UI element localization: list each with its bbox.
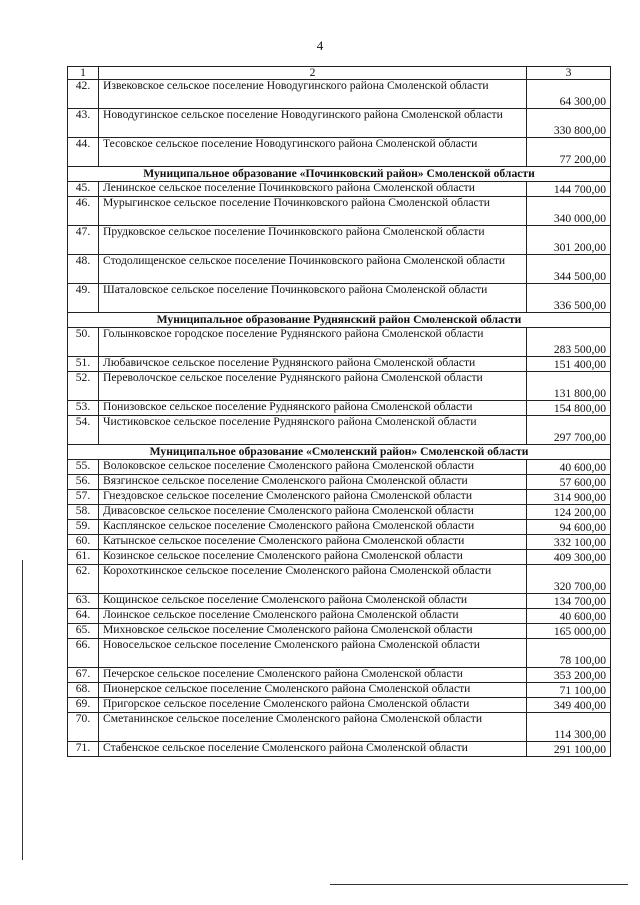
section-header-row: [68, 445, 611, 460]
amount: 409 300,00: [527, 550, 611, 565]
table-body: [68, 67, 611, 757]
table-row: [68, 742, 611, 757]
section-title: Муниципальное образование «Смоленский район» Смоленской области: [68, 445, 611, 460]
table-row: [68, 639, 611, 668]
settlement-name: Мурыгинское сельское поселение Починковского района Смоленской области: [99, 197, 527, 226]
settlement-name: Волоковское сельское поселение Смоленского района Смоленской области: [99, 460, 527, 475]
row-number: 52.: [68, 372, 99, 401]
row-number: 68.: [68, 683, 99, 698]
row-number: 60.: [68, 535, 99, 550]
table-row: [68, 372, 611, 401]
table-row: [68, 475, 611, 490]
amount: 78 100,00: [527, 639, 611, 668]
row-number: 65.: [68, 624, 99, 639]
amount: 349 400,00: [527, 698, 611, 713]
amount: 291 100,00: [527, 742, 611, 757]
row-number: 70.: [68, 713, 99, 742]
row-number: 44.: [68, 138, 99, 167]
row-number: 48.: [68, 255, 99, 284]
header-col-1: 1: [68, 67, 99, 80]
row-number: 57.: [68, 490, 99, 505]
amount: 283 500,00: [527, 328, 611, 357]
row-number: 66.: [68, 639, 99, 668]
table-row: [68, 594, 611, 609]
settlement-name: Новосельское сельское поселение Смоленского района Смоленской области: [99, 639, 527, 668]
amount: 40 600,00: [527, 460, 611, 475]
amount: 336 500,00: [527, 284, 611, 313]
table-row: [68, 565, 611, 594]
row-number: 64.: [68, 609, 99, 624]
table-row: [68, 535, 611, 550]
amount: 340 000,00: [527, 197, 611, 226]
table-row: [68, 609, 611, 624]
amount: 40 600,00: [527, 609, 611, 624]
amount: 165 000,00: [527, 624, 611, 639]
amount: 71 100,00: [527, 683, 611, 698]
header-col-2: 2: [99, 67, 527, 80]
amount: 94 600,00: [527, 520, 611, 535]
settlement-name: Пригорское сельское поселение Смоленского района Смоленской области: [99, 698, 527, 713]
settlement-name: Переволочское сельское поселение Руднянского района Смоленской области: [99, 372, 527, 401]
row-number: 54.: [68, 416, 99, 445]
table-row: [68, 668, 611, 683]
settlement-name: Михновское сельское поселение Смоленского района Смоленской области: [99, 624, 527, 639]
settlement-name: Стабенское сельское поселение Смоленского района Смоленской области: [99, 742, 527, 757]
section-title: Муниципальное образование Руднянский район Смоленской области: [68, 313, 611, 328]
settlement-name: Пионерское сельское поселение Смоленского района Смоленской области: [99, 683, 527, 698]
amount: 314 900,00: [527, 490, 611, 505]
row-number: 62.: [68, 565, 99, 594]
table-row: [68, 284, 611, 313]
table-header-row: [68, 67, 611, 80]
section-header-row: [68, 167, 611, 182]
amount: 57 600,00: [527, 475, 611, 490]
table-row: [68, 698, 611, 713]
row-number: 58.: [68, 505, 99, 520]
scan-margin-line: [22, 560, 23, 860]
table-row: [68, 138, 611, 167]
table-row: [68, 490, 611, 505]
settlement-name: Катынское сельское поселение Смоленского района Смоленской области: [99, 535, 527, 550]
settlement-name: Чистиковское сельское поселение Руднянского района Смоленской области: [99, 416, 527, 445]
settlement-name: Шаталовское сельское поселение Починковского района Смоленской области: [99, 284, 527, 313]
table-row: [68, 550, 611, 565]
scan-bottom-line: [330, 884, 628, 885]
settlement-name: Корохоткинское сельское поселение Смоленского района Смоленской области: [99, 565, 527, 594]
row-number: 47.: [68, 226, 99, 255]
row-number: 49.: [68, 284, 99, 313]
row-number: 61.: [68, 550, 99, 565]
row-number: 43.: [68, 109, 99, 138]
table-row: [68, 416, 611, 445]
settlement-name: Извековское сельское поселение Новодугинского района Смоленской области: [99, 80, 527, 109]
table-row: [68, 255, 611, 284]
amount: 64 300,00: [527, 80, 611, 109]
settlement-name: Гнездовское сельское поселение Смоленского района Смоленской области: [99, 490, 527, 505]
row-number: 67.: [68, 668, 99, 683]
table-row: [68, 713, 611, 742]
row-number: 46.: [68, 197, 99, 226]
table-row: [68, 182, 611, 197]
settlement-name: Дивасовское сельское поселение Смоленского района Смоленской области: [99, 505, 527, 520]
section-title: Муниципальное образование «Починковский район» Смоленской области: [68, 167, 611, 182]
settlement-name: Новодугинское сельское поселение Новодугинского района Смоленской области: [99, 109, 527, 138]
amount: 131 800,00: [527, 372, 611, 401]
table-row: [68, 80, 611, 109]
table-row: [68, 624, 611, 639]
page-number: 4: [316, 38, 324, 53]
row-number: 69.: [68, 698, 99, 713]
row-number: 56.: [68, 475, 99, 490]
row-number: 50.: [68, 328, 99, 357]
amount: 114 300,00: [527, 713, 611, 742]
amount: 344 500,00: [527, 255, 611, 284]
row-number: 45.: [68, 182, 99, 197]
table-row: [68, 226, 611, 255]
amount: 124 200,00: [527, 505, 611, 520]
row-number: 63.: [68, 594, 99, 609]
row-number: 51.: [68, 357, 99, 372]
header-col-3: 3: [527, 67, 611, 80]
amount: 151 400,00: [527, 357, 611, 372]
table-row: [68, 109, 611, 138]
settlement-name: Голынковское городское поселение Руднянского района Смоленской области: [99, 328, 527, 357]
row-number: 53.: [68, 401, 99, 416]
table-row: [68, 357, 611, 372]
allocation-table: [67, 66, 611, 757]
row-number: 42.: [68, 80, 99, 109]
table-row: [68, 683, 611, 698]
settlement-name: Любавичское сельское поселение Руднянского района Смоленской области: [99, 357, 527, 372]
row-number: 59.: [68, 520, 99, 535]
settlement-name: Кощинское сельское поселение Смоленского района Смоленской области: [99, 594, 527, 609]
row-number: 55.: [68, 460, 99, 475]
settlement-name: Сметанинское сельское поселение Смоленского района Смоленской области: [99, 713, 527, 742]
table-row: [68, 460, 611, 475]
settlement-name: Козинское сельское поселение Смоленского района Смоленской области: [99, 550, 527, 565]
settlement-name: Вязгинское сельское поселение Смоленского района Смоленской области: [99, 475, 527, 490]
settlement-name: Касплянское сельское поселение Смоленского района Смоленской области: [99, 520, 527, 535]
settlement-name: Лоинское сельское поселение Смоленского района Смоленской области: [99, 609, 527, 624]
settlement-name: Прудковское сельское поселение Починковского района Смоленской области: [99, 226, 527, 255]
settlement-name: Стодолищенское сельское поселение Починковского района Смоленской области: [99, 255, 527, 284]
amount: 301 200,00: [527, 226, 611, 255]
row-number: 71.: [68, 742, 99, 757]
settlement-name: Тесовское сельское поселение Новодугинского района Смоленской области: [99, 138, 527, 167]
section-header-row: [68, 313, 611, 328]
amount: 144 700,00: [527, 182, 611, 197]
amount: 297 700,00: [527, 416, 611, 445]
settlement-name: Понизовское сельское поселение Руднянского района Смоленской области: [99, 401, 527, 416]
table-row: [68, 401, 611, 416]
amount: 154 800,00: [527, 401, 611, 416]
amount: 77 200,00: [527, 138, 611, 167]
settlement-name: Ленинское сельское поселение Починковского района Смоленской области: [99, 182, 527, 197]
table-row: [68, 520, 611, 535]
table-row: [68, 505, 611, 520]
amount: 332 100,00: [527, 535, 611, 550]
settlement-name: Печерское сельское поселение Смоленского района Смоленской области: [99, 668, 527, 683]
amount: 353 200,00: [527, 668, 611, 683]
amount: 330 800,00: [527, 109, 611, 138]
amount: 134 700,00: [527, 594, 611, 609]
table-row: [68, 328, 611, 357]
table-row: [68, 197, 611, 226]
amount: 320 700,00: [527, 565, 611, 594]
